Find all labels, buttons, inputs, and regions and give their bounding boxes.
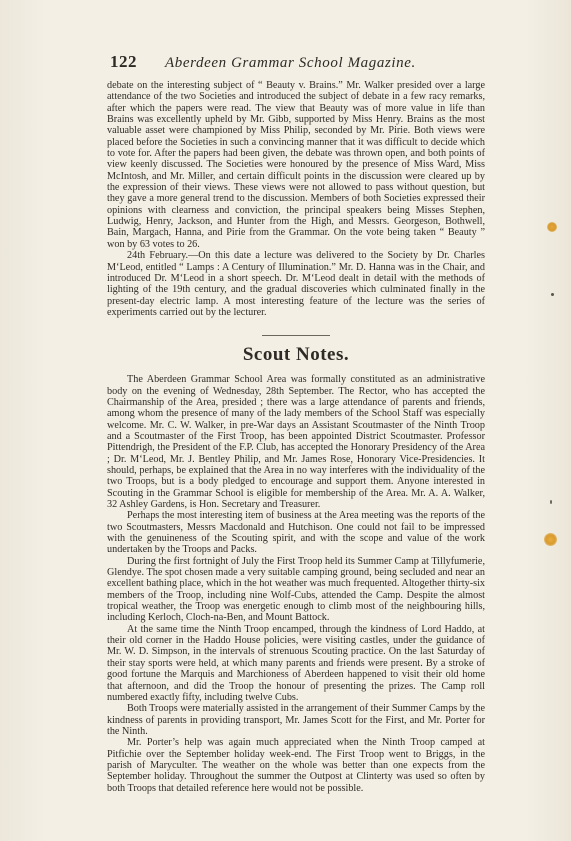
paper-stain-mark <box>544 533 557 546</box>
scout-paragraph: Mr. Porter’s help was again much appreciated when the Ninth Troop camped at Pitfichie over the September holiday week-end. The First Troop went to Briggs, in the parish of Maryculter. The weather on the whole was better than one expects from the September holiday. Throughout the summer the Outpost at Clinterty was used so often by both Troops that detailed reference here would not be possible. <box>107 737 485 794</box>
page-header <box>110 52 470 74</box>
section-title: Scout Notes. <box>242 344 350 366</box>
paper-speck-mark <box>550 500 552 504</box>
running-title: Aberdeen Grammar School Magazine. <box>165 55 416 71</box>
paper-stain-mark <box>547 222 557 232</box>
scout-paragraph: During the first fortnight of July the First Troop held its Summer Camp at Tillyfumerie, Glendye. The spot chosen made a very suitable camping ground, being secluded and near an excellent bathing place, which in the hot weather was much frequented. Altogether thirty-six members of the Troop, including nine Wolf-Cubs, attended the Camp. Despite the almost tropical weather, the Troop was energetic enough to climb most of the neighbouring hills, including Kerloch, Cloch-na-Ben, and Mount Battock. <box>107 555 485 624</box>
scout-paragraph: At the same time the Ninth Troop encamped, through the kindness of Lord Haddo, at their old corner in the Haddo House policies, were visiting castles, under the guidance of Mr. W. D. Simpson, in the intervals of strenuous Scouting practice. On the last Saturday of their stay sports were held, at which many parents and friends were present. By a stroke of good fortune the Marquis and Marchioness of Aberdeen happened to visit their old home that afternoon, and did the Troop the honour of presenting the prizes. The Camp roll numbered exactly fifty, including twelve Cubs. <box>107 623 485 703</box>
paper-speck-mark <box>551 293 554 296</box>
lecture-paragraph: 24th February.—On this date a lecture was delivered to the Society by Dr. Charles M‘Leod, entitled “ Lamps : A Century of Illumination.” Mr. D. Hanna was in the Chair, and introduced Dr. M‘Leod in a short speech. Dr. M‘Leod dealt in detail with the methods of lighting of the 19th century, and the gradual discoveries which culminated finally in the present-day electric lamp. A most interesting feature of the lecture was the series of experiments carried out by the lecturer. <box>107 250 485 318</box>
scout-paragraph: The Aberdeen Grammar School Area was formally constituted as an administrative body on the evening of Wednesday, 28th September. The Rector, who has accepted the Chairmanship of the Area, presided ; there was a large attendance of parents and friends, among whom the presence of many of the lady members of the School Staff was especially welcome. Mr. C. W. Walker, in pre-War days an Assistant Scoutmaster of the Ninth Troop and a Scoutmaster of the First Troop, has been appointed District Scoutmaster. Professor Pittendrigh, the President of the F.P. Club, has accepted the Honorary Presidency of the Area ; Dr. M‘Leod, Mr. J. Bentley Philip, and Mr. James Rose, Honorary Vice-Presidencies. It should, perhaps, be explained that the Area in no way interferes with the individuality of the two Troops, but is a body pledged to encourage and support them. Anyone interested in Scouting in the Grammar School is eligible for membership of the Area. Mr. A. A. Walker, 32 Ashley Gardens, is Hon. Secretary and Treasurer. <box>107 374 485 510</box>
section-divider <box>262 335 330 336</box>
page-number: 122 <box>110 52 137 71</box>
scout-paragraph: Perhaps the most interesting item of business at the Area meeting was the reports of the two Scoutmasters, Messrs Macdonald and Hutchison. One could not fail to be impressed with the genuineness of the Scouting spirit, and with the scope and value of the work undertaken by the Troops and Packs. <box>107 510 485 556</box>
debate-paragraph: debate on the interesting subject of “ Beauty v. Brains.” Mr. Walker presided over a large attendance of the two Societies and introduced the subject of debate in a few racy remarks, after which the papers were read. The view that Beauty was of more value in life than Brains was excellently upheld by Mr. Gibb, supported by Miss Henry. Brains as the most valuable asset were championed by Miss Philip, seconded by Mr. Pirie. Both views were placed before the Societies in such a convincing manner that it was difficult to decide which to vote for. After the papers had been given, the debate was thrown open, and both points of view keenly discussed. The Societies were honoured by the presence of Miss Ward, Miss McIntosh, and Mr. Miller, and certain difficult points in the discussion were cleared up by the expression of their views. These views were not allowed to pass without question, but they gave a more general trend to the discussion. Members of both Societies expressed their opinions with clearness and conviction, the principal speakers being Misses Stephen, Ludwig, Henry, Jackson, and Hunter from the High, and Messrs. Georgeson, Bothwell, Bain, Margach, Hanna, and Pirie from the Grammar. On the vote being taken “ Beauty ” won by 63 votes to 26. <box>107 80 485 250</box>
page-body <box>107 80 485 794</box>
scout-paragraph: Both Troops were materially assisted in the arrangement of their Summer Camps by the kindness of parents in providing transport, Mr. James Scott for the First, and Mr. Porter for the Ninth. <box>107 703 485 737</box>
